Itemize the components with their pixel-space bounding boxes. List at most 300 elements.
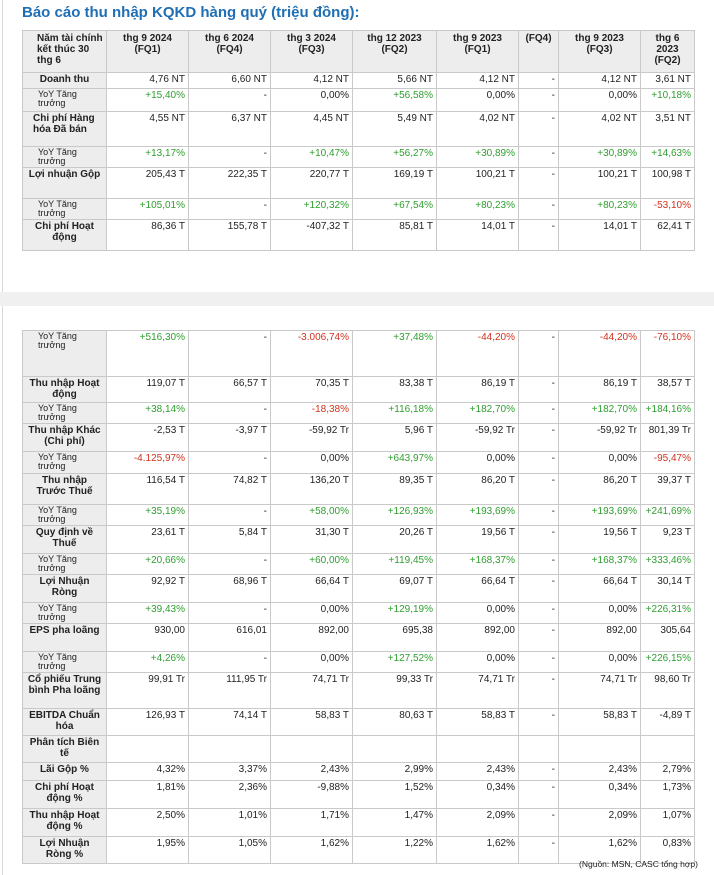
data-cell: - <box>519 452 559 474</box>
data-cell <box>189 736 271 763</box>
data-cell: 66,57 T <box>189 377 271 403</box>
data-cell: 2,09% <box>437 809 519 837</box>
data-cell: 169,19 T <box>353 168 437 199</box>
table-row <box>23 199 695 220</box>
data-cell: 1,52% <box>353 781 437 809</box>
data-cell: 0,00% <box>559 603 641 624</box>
income-table-bottom <box>22 330 695 864</box>
data-cell: 83,38 T <box>353 377 437 403</box>
table-row <box>23 377 695 403</box>
row-label: YoY Tăng trưởng <box>23 199 107 220</box>
data-cell: 58,83 T <box>559 709 641 736</box>
table-row <box>23 624 695 652</box>
data-cell: +516,30% <box>107 331 189 377</box>
data-cell: +80,23% <box>437 199 519 220</box>
data-cell: +58,00% <box>271 505 353 526</box>
table-row <box>23 112 695 147</box>
data-cell: 98,60 Tr <box>641 673 695 709</box>
table-row <box>23 709 695 736</box>
data-cell: - <box>519 168 559 199</box>
header-period-date: thg 12 2023 <box>367 33 422 44</box>
data-cell: 1,47% <box>353 809 437 837</box>
data-cell: -2,53 T <box>107 424 189 452</box>
data-cell: 19,56 T <box>437 526 519 554</box>
data-cell: 0,00% <box>559 452 641 474</box>
row-label: YoY Tăng trưởng <box>23 403 107 424</box>
data-cell: 695,38 <box>353 624 437 652</box>
data-cell: +14,63% <box>641 147 695 168</box>
data-cell: 66,64 T <box>271 575 353 603</box>
row-label: YoY Tăng trưởng <box>23 554 107 575</box>
data-cell: -4.125,97% <box>107 452 189 474</box>
row-label: Chi phí Hàng hóa Đã bán <box>23 112 107 147</box>
data-cell: 155,78 T <box>189 220 271 251</box>
data-cell: - <box>519 89 559 112</box>
row-label: Cổ phiếu Trung bình Pha loãng <box>23 673 107 709</box>
row-label: YoY Tăng trưởng <box>23 331 107 377</box>
header-period <box>519 31 559 73</box>
row-label: Doanh thu <box>23 73 107 89</box>
data-cell: 4,55 NT <box>107 112 189 147</box>
data-cell: +333,46% <box>641 554 695 575</box>
data-cell: +168,37% <box>559 554 641 575</box>
header-period-date: thg 6 2024 <box>205 33 254 44</box>
data-cell: 1,05% <box>189 837 271 864</box>
data-cell: 4,32% <box>107 763 189 781</box>
data-cell: 1,62% <box>271 837 353 864</box>
data-cell: - <box>519 673 559 709</box>
data-cell: 220,77 T <box>271 168 353 199</box>
data-cell: +129,19% <box>353 603 437 624</box>
data-cell <box>559 736 641 763</box>
row-label: EPS pha loãng <box>23 624 107 652</box>
data-cell: +643,97% <box>353 452 437 474</box>
data-cell: 74,71 Tr <box>271 673 353 709</box>
data-cell: - <box>189 505 271 526</box>
data-cell: 3,37% <box>189 763 271 781</box>
data-cell: 6,60 NT <box>189 73 271 89</box>
table-row <box>23 89 695 112</box>
header-fiscal-year: Năm tài chính kết thúc 30 thg 6 <box>23 31 107 73</box>
data-cell: - <box>519 809 559 837</box>
data-cell: 100,98 T <box>641 168 695 199</box>
table-row <box>23 652 695 673</box>
data-cell: 4,12 NT <box>559 73 641 89</box>
data-cell: +30,89% <box>437 147 519 168</box>
data-cell: 4,02 NT <box>559 112 641 147</box>
data-cell: 86,20 T <box>559 474 641 505</box>
data-cell: - <box>519 554 559 575</box>
data-cell: - <box>519 652 559 673</box>
data-cell: -407,32 T <box>271 220 353 251</box>
row-label: YoY Tăng trưởng <box>23 505 107 526</box>
data-cell: -59,92 Tr <box>437 424 519 452</box>
data-cell: - <box>189 331 271 377</box>
source-note: (Nguồn: MSN, CASC tổng hợp) <box>579 859 698 869</box>
header-period-quarter: (FQ3) <box>298 44 325 55</box>
header-period-quarter: (FQ2) <box>381 44 408 55</box>
data-cell: +168,37% <box>437 554 519 575</box>
row-label: Chi phí Hoạt động % <box>23 781 107 809</box>
data-cell: +10,18% <box>641 89 695 112</box>
header-period-quarter: (FQ2) <box>654 55 681 66</box>
data-cell: +20,66% <box>107 554 189 575</box>
data-cell: - <box>189 603 271 624</box>
row-label: Quy định về Thuế <box>23 526 107 554</box>
data-cell: 4,12 NT <box>271 73 353 89</box>
data-cell: - <box>519 781 559 809</box>
data-cell: 92,92 T <box>107 575 189 603</box>
table-row <box>23 424 695 452</box>
data-cell: 1,73% <box>641 781 695 809</box>
data-cell: +37,48% <box>353 331 437 377</box>
data-cell: - <box>519 331 559 377</box>
header-period <box>107 31 189 73</box>
data-cell: 2,43% <box>559 763 641 781</box>
data-cell: +226,15% <box>641 652 695 673</box>
data-cell: +182,70% <box>559 403 641 424</box>
data-cell: -95,47% <box>641 452 695 474</box>
data-cell: - <box>189 452 271 474</box>
table-row <box>23 781 695 809</box>
data-cell: 39,37 T <box>641 474 695 505</box>
data-cell: 70,35 T <box>271 377 353 403</box>
data-cell: 0,00% <box>437 603 519 624</box>
header-period <box>271 31 353 73</box>
data-cell: 58,83 T <box>437 709 519 736</box>
data-cell: 5,66 NT <box>353 73 437 89</box>
data-cell: - <box>519 837 559 864</box>
data-cell: -44,20% <box>559 331 641 377</box>
data-cell: -76,10% <box>641 331 695 377</box>
data-cell: 86,19 T <box>559 377 641 403</box>
data-cell: -59,92 Tr <box>271 424 353 452</box>
section-gap <box>0 292 714 306</box>
data-cell: 19,56 T <box>559 526 641 554</box>
data-cell: +13,17% <box>107 147 189 168</box>
data-cell: 892,00 <box>559 624 641 652</box>
data-cell: - <box>189 199 271 220</box>
data-cell: 85,81 T <box>353 220 437 251</box>
data-cell: +182,70% <box>437 403 519 424</box>
data-cell: - <box>519 575 559 603</box>
row-label: YoY Tăng trưởng <box>23 147 107 168</box>
data-cell: 14,01 T <box>437 220 519 251</box>
table-row <box>23 736 695 763</box>
data-cell: 4,76 NT <box>107 73 189 89</box>
data-cell: - <box>189 554 271 575</box>
table-row <box>23 73 695 89</box>
card-divider <box>2 0 3 292</box>
row-label: Lợi Nhuận Ròng % <box>23 837 107 864</box>
data-cell: 86,20 T <box>437 474 519 505</box>
data-cell: +56,27% <box>353 147 437 168</box>
row-label: YoY Tăng trưởng <box>23 89 107 112</box>
data-cell: 801,39 Tr <box>641 424 695 452</box>
data-cell <box>437 736 519 763</box>
data-cell: 68,96 T <box>189 575 271 603</box>
data-cell: 100,21 T <box>559 168 641 199</box>
row-label: Lợi Nhuận Ròng <box>23 575 107 603</box>
data-cell: - <box>519 505 559 526</box>
data-cell: 2,43% <box>437 763 519 781</box>
header-period <box>189 31 271 73</box>
table-row <box>23 220 695 251</box>
data-cell: 80,63 T <box>353 709 437 736</box>
data-cell: 930,00 <box>107 624 189 652</box>
row-label: Thu nhập Trước Thuế <box>23 474 107 505</box>
table-row <box>23 526 695 554</box>
data-cell: - <box>519 147 559 168</box>
row-label: YoY Tăng trưởng <box>23 652 107 673</box>
data-cell: 2,50% <box>107 809 189 837</box>
data-cell: - <box>519 424 559 452</box>
data-cell: 0,83% <box>641 837 695 864</box>
data-cell: 111,95 Tr <box>189 673 271 709</box>
data-cell: 74,71 Tr <box>559 673 641 709</box>
table-row <box>23 673 695 709</box>
table-header-row <box>23 31 695 73</box>
data-cell: 99,91 Tr <box>107 673 189 709</box>
data-cell: 3,61 NT <box>641 73 695 89</box>
data-cell: 1,22% <box>353 837 437 864</box>
data-cell: 0,00% <box>271 452 353 474</box>
header-period <box>641 31 695 73</box>
data-cell: 1,62% <box>437 837 519 864</box>
data-cell: 38,57 T <box>641 377 695 403</box>
card-divider <box>2 306 3 875</box>
data-cell: 20,26 T <box>353 526 437 554</box>
data-cell: 1,95% <box>107 837 189 864</box>
row-label: Lợi nhuận Gộp <box>23 168 107 199</box>
header-period-date: thg 9 2023 <box>575 33 624 44</box>
data-cell: 222,35 T <box>189 168 271 199</box>
data-cell <box>107 736 189 763</box>
data-cell: - <box>519 709 559 736</box>
header-period <box>559 31 641 73</box>
data-cell: +193,69% <box>559 505 641 526</box>
data-cell: - <box>519 526 559 554</box>
data-cell: 4,12 NT <box>437 73 519 89</box>
data-cell: +119,45% <box>353 554 437 575</box>
data-cell: - <box>519 603 559 624</box>
table-row <box>23 603 695 624</box>
table-row <box>23 474 695 505</box>
data-cell: 1,07% <box>641 809 695 837</box>
data-cell: 23,61 T <box>107 526 189 554</box>
header-period <box>437 31 519 73</box>
header-period-date: thg 9 2024 <box>123 33 172 44</box>
header-period-quarter: (FQ3) <box>586 44 613 55</box>
header-period-date: thg 9 2023 <box>453 33 502 44</box>
data-cell: 0,00% <box>437 652 519 673</box>
data-cell: 30,14 T <box>641 575 695 603</box>
header-period-date: thg 3 2024 <box>287 33 336 44</box>
data-cell: 89,35 T <box>353 474 437 505</box>
data-cell: +60,00% <box>271 554 353 575</box>
header-period-date: thg 6 2023 <box>655 33 680 55</box>
row-label: Thu nhập Hoạt động <box>23 377 107 403</box>
data-cell: 205,43 T <box>107 168 189 199</box>
data-cell: 2,09% <box>559 809 641 837</box>
data-cell: 74,14 T <box>189 709 271 736</box>
data-cell: 305,64 <box>641 624 695 652</box>
data-cell: 86,36 T <box>107 220 189 251</box>
table-row <box>23 505 695 526</box>
data-cell: -53,10% <box>641 199 695 220</box>
data-cell: - <box>519 474 559 505</box>
row-label: Chi phí Hoạt động <box>23 220 107 251</box>
data-cell: -44,20% <box>437 331 519 377</box>
header-period-date: (FQ4) <box>525 33 552 44</box>
data-cell: 0,00% <box>437 452 519 474</box>
table-row <box>23 554 695 575</box>
data-cell: 2,36% <box>189 781 271 809</box>
data-cell: +35,19% <box>107 505 189 526</box>
row-label: EBITDA Chuẩn hóa <box>23 709 107 736</box>
data-cell: +80,23% <box>559 199 641 220</box>
data-cell: 0,00% <box>559 652 641 673</box>
data-cell: - <box>189 403 271 424</box>
header-period-quarter: (FQ1) <box>464 44 491 55</box>
data-cell: -9,88% <box>271 781 353 809</box>
data-cell: 136,20 T <box>271 474 353 505</box>
table-row <box>23 147 695 168</box>
data-cell: 2,43% <box>271 763 353 781</box>
data-cell: +30,89% <box>559 147 641 168</box>
data-cell: 0,00% <box>437 89 519 112</box>
data-cell: 62,41 T <box>641 220 695 251</box>
table-row <box>23 403 695 424</box>
data-cell: +10,47% <box>271 147 353 168</box>
data-cell: 1,62% <box>559 837 641 864</box>
data-cell: - <box>519 112 559 147</box>
header-period-quarter: (FQ1) <box>134 44 161 55</box>
data-cell: 99,33 Tr <box>353 673 437 709</box>
data-cell <box>519 736 559 763</box>
data-cell: -3.006,74% <box>271 331 353 377</box>
data-cell: -18,38% <box>271 403 353 424</box>
data-cell: +56,58% <box>353 89 437 112</box>
data-cell: - <box>519 763 559 781</box>
data-cell: -59,92 Tr <box>559 424 641 452</box>
data-cell: +39,43% <box>107 603 189 624</box>
table-row <box>23 763 695 781</box>
row-label: Thu nhập Hoạt động % <box>23 809 107 837</box>
data-cell: 892,00 <box>437 624 519 652</box>
data-cell: 0,34% <box>559 781 641 809</box>
data-cell: +127,52% <box>353 652 437 673</box>
data-cell: +67,54% <box>353 199 437 220</box>
row-label: Phân tích Biên tế <box>23 736 107 763</box>
data-cell: 31,30 T <box>271 526 353 554</box>
header-period <box>353 31 437 73</box>
data-cell: 0,00% <box>559 89 641 112</box>
data-cell: 1,71% <box>271 809 353 837</box>
data-cell: -4,89 T <box>641 709 695 736</box>
data-cell: - <box>519 377 559 403</box>
data-cell: +4,26% <box>107 652 189 673</box>
data-cell: 2,99% <box>353 763 437 781</box>
table-row <box>23 168 695 199</box>
data-cell: - <box>519 73 559 89</box>
data-cell: 5,96 T <box>353 424 437 452</box>
data-cell: 100,21 T <box>437 168 519 199</box>
data-cell: 0,00% <box>271 603 353 624</box>
data-cell: +241,69% <box>641 505 695 526</box>
data-cell: - <box>519 220 559 251</box>
data-cell: 1,01% <box>189 809 271 837</box>
data-cell: 9,23 T <box>641 526 695 554</box>
data-cell: - <box>189 652 271 673</box>
data-cell: +116,18% <box>353 403 437 424</box>
row-label: Lãi Gộp % <box>23 763 107 781</box>
data-cell: 86,19 T <box>437 377 519 403</box>
data-cell: +120,32% <box>271 199 353 220</box>
data-cell: - <box>519 403 559 424</box>
data-cell: 0,34% <box>437 781 519 809</box>
data-cell: 0,00% <box>271 89 353 112</box>
data-cell: -3,97 T <box>189 424 271 452</box>
data-cell: 126,93 T <box>107 709 189 736</box>
income-table-top <box>22 30 695 251</box>
row-label: Thu nhập Khác (Chi phí) <box>23 424 107 452</box>
data-cell: 892,00 <box>271 624 353 652</box>
data-cell: - <box>189 147 271 168</box>
table-row <box>23 331 695 377</box>
report-title: Báo cáo thu nhập KQKD hàng quý (triệu đồng): <box>22 4 360 21</box>
table-row <box>23 809 695 837</box>
data-cell: +126,93% <box>353 505 437 526</box>
data-cell: 74,82 T <box>189 474 271 505</box>
data-cell: +193,69% <box>437 505 519 526</box>
data-cell: 2,79% <box>641 763 695 781</box>
data-cell: - <box>189 89 271 112</box>
data-cell: 74,71 Tr <box>437 673 519 709</box>
data-cell: +15,40% <box>107 89 189 112</box>
data-cell: 4,45 NT <box>271 112 353 147</box>
data-cell: 4,02 NT <box>437 112 519 147</box>
row-label: YoY Tăng trưởng <box>23 452 107 474</box>
data-cell: +38,14% <box>107 403 189 424</box>
data-cell: 3,51 NT <box>641 112 695 147</box>
data-cell: 5,84 T <box>189 526 271 554</box>
data-cell: 6,37 NT <box>189 112 271 147</box>
data-cell: - <box>519 624 559 652</box>
data-cell: 14,01 T <box>559 220 641 251</box>
data-cell: 116,54 T <box>107 474 189 505</box>
data-cell: 119,07 T <box>107 377 189 403</box>
data-cell: +184,16% <box>641 403 695 424</box>
data-cell: +226,31% <box>641 603 695 624</box>
data-cell: 1,81% <box>107 781 189 809</box>
header-period-quarter: (FQ4) <box>216 44 243 55</box>
row-label: YoY Tăng trưởng <box>23 603 107 624</box>
table-row <box>23 575 695 603</box>
data-cell: 616,01 <box>189 624 271 652</box>
data-cell: 58,83 T <box>271 709 353 736</box>
data-cell: 0,00% <box>271 652 353 673</box>
data-cell: 69,07 T <box>353 575 437 603</box>
data-cell: - <box>519 199 559 220</box>
data-cell <box>641 736 695 763</box>
data-cell: +105,01% <box>107 199 189 220</box>
data-cell <box>271 736 353 763</box>
data-cell: 5,49 NT <box>353 112 437 147</box>
data-cell <box>353 736 437 763</box>
data-cell: 66,64 T <box>437 575 519 603</box>
data-cell: 66,64 T <box>559 575 641 603</box>
